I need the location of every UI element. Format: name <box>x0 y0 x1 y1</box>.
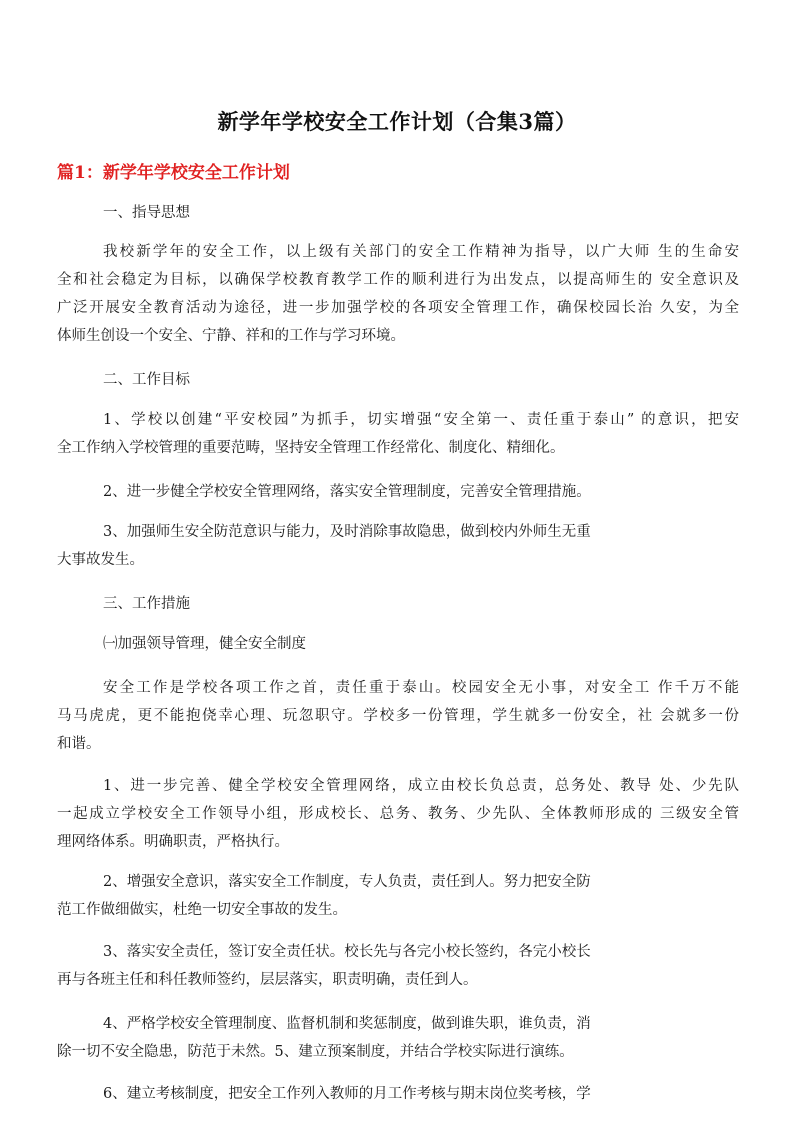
paragraph-line: 1、进一步完善、健全学校安全管理网络，成立由校长负总责，总务处、教导 处、少先队 <box>103 778 739 794</box>
paragraph-goal-3 <box>57 518 739 574</box>
paragraph-measure-1 <box>57 772 739 856</box>
paragraph-measure-2 <box>57 868 739 924</box>
paragraph-guiding-thought <box>57 238 739 350</box>
paragraph-line: 体师生创设一个安全、宁静、祥和的工作与学习环境。 <box>57 328 405 344</box>
paragraph-line: 一起成立学校安全工作领导小组，形成校长、总务、教务、少先队、全体教师形成的 三级安全管 <box>57 806 739 822</box>
paragraph-measure-4 <box>57 1010 739 1066</box>
paragraph-line: 除一切不安全隐患，防范于未然。5、建立预案制度，并结合学校实际进行演练。 <box>57 1044 574 1060</box>
heading-work-goals <box>57 366 739 394</box>
paragraph-line: 我校新学年的安全工作，以上级有关部门的安全工作精神为指导，以广大师 生的生命安 <box>103 244 739 260</box>
paragraph-goal-1 <box>57 406 739 462</box>
paragraph-line: 理网络体系。明确职责，严格执行。 <box>57 834 289 850</box>
heading-guiding-thought <box>57 199 739 227</box>
subheading-leadership <box>57 630 739 658</box>
paragraph-line: 广泛开展安全教育活动为途径，进一步加强学校的各项安全管理工作，确保校园长治 久安，为全 <box>57 300 739 316</box>
paragraph-line: 大事故发生。 <box>57 552 144 568</box>
paragraph-line: 马马虎虎，更不能抱侥幸心理、玩忽职守。学校多一份管理，学生就多一份安全，社 会就多一份 <box>57 708 739 724</box>
paragraph-line: 全和社会稳定为目标，以确保学校教育教学工作的顺利进行为出发点，以提高师生的 安全意识及 <box>57 272 739 288</box>
heading-work-measures <box>57 590 739 618</box>
paragraph-line: 三、工作措施 <box>103 596 190 612</box>
document-title: 新学年学校安全工作计划（合集3篇） <box>217 109 577 134</box>
paragraph-line: 安全工作是学校各项工作之首，责任重于泰山。校园安全无小事，对安全工 作千万不能 <box>103 680 739 696</box>
paragraph-line: 范工作做细做实，杜绝一切安全事故的发生。 <box>57 902 347 918</box>
paragraph-line: 2、进一步健全学校安全管理网络，落实安全管理制度，完善安全管理措施。 <box>103 484 591 500</box>
paragraph-line: 一、指导思想 <box>103 205 190 221</box>
paragraph-goal-2 <box>57 478 739 506</box>
paragraph-line: 2、增强安全意识，落实安全工作制度，专人负责，责任到人。努力把安全防 <box>103 874 591 890</box>
paragraph-line: 二、工作目标 <box>103 372 190 388</box>
paragraph-line: 和谐。 <box>57 736 101 752</box>
paragraph-line: 全工作纳入学校管理的重要范畴，坚持安全管理工作经常化、制度化、精细化。 <box>57 440 565 456</box>
paragraph-line: 6、建立考核制度，把安全工作列入教师的月工作考核与期末岗位奖考核，学 <box>103 1086 591 1102</box>
paragraph-line: ㈠加强领导管理，健全安全制度 <box>103 636 306 652</box>
paragraph-line: 3、落实安全责任，签订安全责任状。校长先与各完小校长签约，各完小校长 <box>103 944 591 960</box>
paragraph-line: 4、严格学校安全管理制度、监督机制和奖惩制度，做到谁失职，谁负责，消 <box>103 1016 591 1032</box>
paragraph-measure-6 <box>57 1080 739 1108</box>
paragraph-line: 3、加强师生安全防范意识与能力，及时消除事故隐患，做到校内外师生无重 <box>103 524 591 540</box>
paragraph-line: 1、学校以创建“平安校园”为抓手，切实增强“安全第一、责任重于泰山” 的意识，把安 <box>103 412 739 428</box>
paragraph-safety-priority <box>57 674 739 758</box>
paragraph-measure-3 <box>57 938 739 994</box>
section-heading: 篇1：新学年学校安全工作计划 <box>57 163 290 183</box>
paragraph-line: 再与各班主任和科任教师签约，层层落实，职责明确，责任到人。 <box>57 972 478 988</box>
